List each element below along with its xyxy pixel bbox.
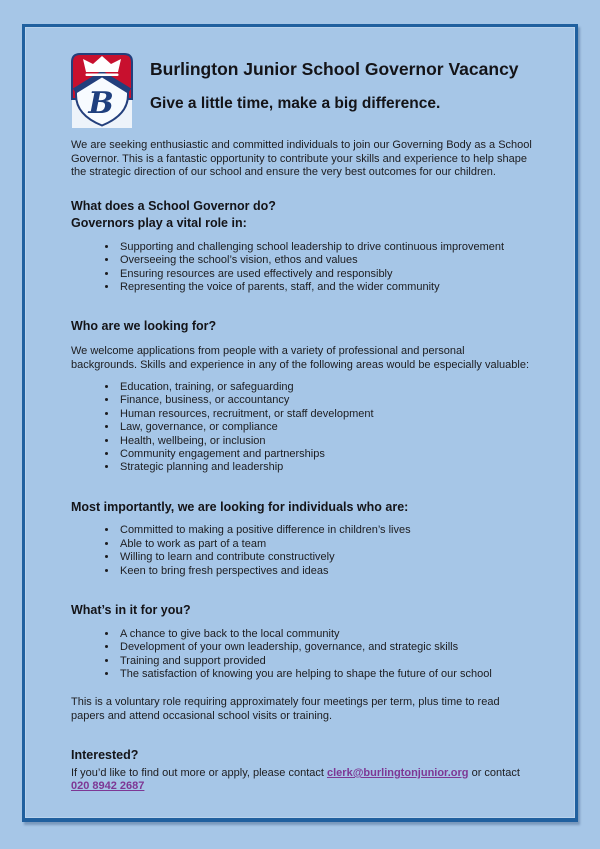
- bullet-item: • Willing to learn and contribute constructively: [118, 551, 533, 564]
- contact-paragraph: [71, 767, 533, 794]
- bullet-list: [71, 628, 533, 682]
- bullet-item: • Finance, business, or accountancy: [118, 394, 533, 407]
- contact-text-middle: or contact: [468, 766, 520, 779]
- bullet-item: • A chance to give back to the local community: [118, 628, 533, 641]
- bullet-list: [71, 381, 533, 475]
- interested-heading: Interested?: [71, 748, 139, 763]
- school-crest-icon: [71, 53, 133, 129]
- section-paragraph: We welcome applications from people with a variety of professional and personal backgrounds. Skills and experience in any of the following areas would be especially valuable:: [71, 345, 529, 371]
- bullet-item: • Community engagement and partnerships: [118, 448, 533, 461]
- flyer-content: [25, 27, 575, 794]
- header: [71, 53, 533, 129]
- bullet-item: • Education, training, or safeguarding: [118, 381, 533, 394]
- bullet-item: • Committed to making a positive difference in children’s lives: [118, 524, 533, 537]
- bullet-item: • Law, governance, or compliance: [118, 421, 533, 434]
- section-individual-qualities: [71, 500, 533, 578]
- bullet-item: • The satisfaction of knowing you are helping to shape the future of our school: [118, 668, 533, 681]
- page-title: Burlington Junior School Governor Vacancy: [150, 59, 519, 79]
- bullet-item: • Representing the voice of parents, staff, and the wider community: [118, 281, 533, 294]
- section-heading: What does a School Governor do?: [71, 198, 276, 213]
- contact-text-before: If you’d like to find out more or apply, please contact: [71, 766, 327, 779]
- section-heading: Most importantly, we are looking for individuals who are:: [71, 499, 409, 514]
- section-interested: [71, 748, 533, 794]
- header-titles: [150, 53, 519, 112]
- bullet-item: • Keen to bring fresh perspectives and ideas: [118, 565, 533, 578]
- section-who-we-seek: [71, 319, 533, 474]
- bullet-item: • Overseeing the school’s vision, ethos and values: [118, 254, 533, 267]
- email-link[interactable]: clerk@burlingtonjunior.org: [327, 766, 469, 779]
- intro-paragraph: We are seeking enthusiastic and committed individuals to join our Governing Body as a School Governor. This is a fantastic opportunity to contribute your skills and experience to help shape the strategic direction of our school and ensure the very best outcomes for our children.: [71, 139, 532, 178]
- section-heading: Who are we looking for?: [71, 319, 217, 334]
- bullet-item: • Development of your own leadership, governance, and strategic skills: [118, 641, 533, 654]
- bullet-item: • Training and support provided: [118, 655, 533, 668]
- flyer-frame: [22, 24, 578, 822]
- svg-text:B: B: [88, 86, 114, 121]
- bullet-item: • Strategic planning and leadership: [118, 461, 533, 474]
- bullet-item: • Health, wellbeing, or inclusion: [118, 435, 533, 448]
- bullet-item: • Ensuring resources are used effectively and responsibly: [118, 268, 533, 281]
- bullet-item: • Supporting and challenging school leadership to drive continuous improvement: [118, 241, 533, 254]
- bullet-item: • Human resources, recruitment, or staff development: [118, 408, 533, 421]
- section-subheading: Governors play a vital role in:: [71, 216, 247, 231]
- bullet-list: [71, 524, 533, 578]
- section-benefits: [71, 603, 533, 723]
- page-subtitle: Give a little time, make a big difference.: [150, 95, 441, 113]
- voluntary-role-note: This is a voluntary role requiring approximately four meetings per term, plus time to read papers and attend occasional school visits or training.: [71, 696, 500, 722]
- bullet-item: • Able to work as part of a team: [118, 538, 533, 551]
- section-governor-role: [71, 199, 533, 295]
- section-heading: What’s in it for you?: [71, 603, 191, 618]
- phone-link[interactable]: 020 8942 2687: [71, 780, 145, 793]
- school-crest-logo: [71, 53, 133, 129]
- bullet-list: [71, 241, 533, 295]
